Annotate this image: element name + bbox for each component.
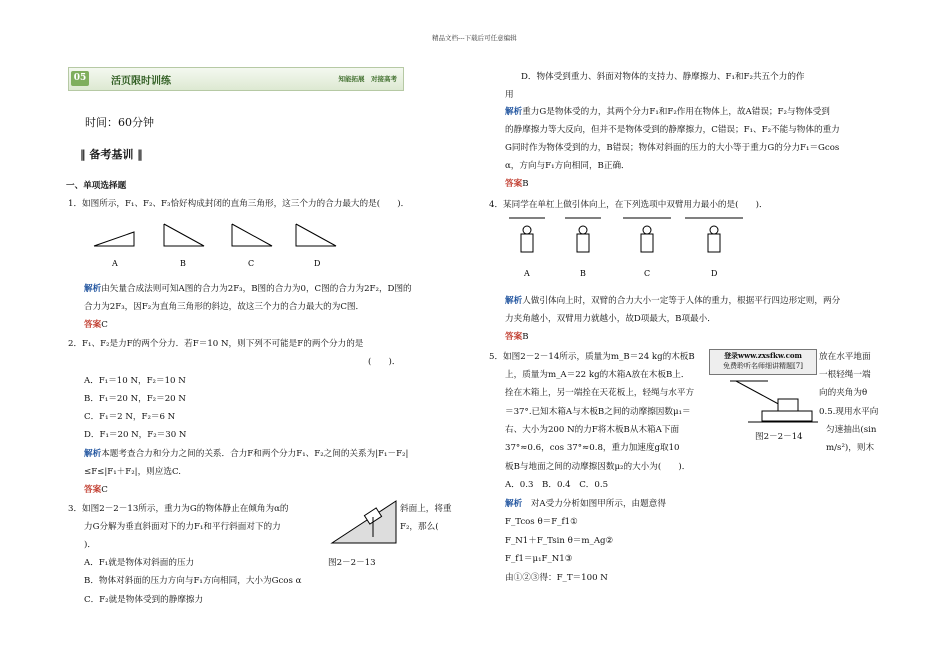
q5-line-4: ＝37°.已知木箱A与木板B之间的动摩擦因数μ₁＝	[505, 407, 691, 417]
q3-answer: 答案B	[505, 179, 529, 189]
q2-opt-c: C．F₁＝2 N，F₂＝6 N	[84, 412, 176, 422]
q2-opt-a: A．F₁＝10 N，F₂＝10 N	[84, 376, 186, 386]
q3-opt-b: B．物体对斜面的压力方向与F₁方向相同，大小为Gcos α	[84, 576, 302, 586]
fig4-label-c: C	[644, 269, 651, 278]
q5-line-2: 上，质量为m_A＝22 kg的木箱A放在木板B上．	[505, 370, 690, 380]
q4-stem: 4．某同学在单杠上做引体向上，在下列选项中双臂用力最小的是( )．	[489, 200, 768, 210]
q5-line-3b: 向的夹角为θ	[819, 388, 868, 398]
fig4-label-b: B	[580, 269, 586, 278]
part-heading: 一、单项选择题	[66, 181, 127, 191]
q2-stem: 2．F₁、F₂是力F的两个分力．若F＝10 N，则下列不可能是F的两个分力的是	[68, 339, 364, 349]
q2-analysis-1: 解析本题考查合力和分力之间的关系．合力F和两个分力F₁、F₂之间的关系为|F₁－F₂|	[84, 449, 409, 459]
q1-figure	[84, 214, 344, 272]
q3-stem-2: 力G分解为垂直斜面对下的力F₁和平行斜面对下的力	[84, 522, 281, 532]
q5-line-1b: 放在水平地面	[819, 352, 871, 362]
watermark-line-1: 登录www.zxsfkw.com	[724, 351, 802, 360]
q5-fig-caption: 图2－2－14	[755, 432, 803, 442]
q5-line-1: 5．如图2－2－14所示，质量为m_B＝24 kg的木板B	[489, 352, 695, 362]
q5-eq-4: 由①②③得：F_T＝100 N	[505, 573, 608, 583]
q3-stem-1b: 斜面上，将重	[400, 504, 452, 514]
q3-opt-a: A．F₁就是物体对斜面的压力	[84, 558, 195, 568]
q5-line-7: 板B与地面之间的动摩擦因数μ₂的大小为( )．	[505, 462, 691, 472]
q3-analysis-1: 解析重力G是物体受的力，其两个分力F₁和F₂作用在物体上，故A错误；F₂与物体受到	[505, 107, 830, 117]
q5-options: A．0.3 B．0.4 C．0.5	[505, 480, 609, 490]
q5-eq-2: F_N1＋F_Tsin θ＝m_Ag②	[505, 536, 614, 546]
q4-figure	[505, 214, 745, 280]
q4-analysis-2: 力夹角越小，双臂用力就越小，故D项最大，B项最小．	[505, 314, 716, 324]
banner-number: 05	[71, 71, 89, 86]
q3-stem-1: 3．如图2－2－13所示，重力为G的物体静止在倾角为α的	[68, 504, 289, 514]
section-title: ‖ 备考基训 ‖	[80, 148, 143, 161]
q2-answer: 答案C	[84, 485, 108, 495]
q3-stem-2b: F₂，那么(	[400, 522, 439, 532]
q3-analysis-3: G同时作为物体受到的力，B错误；物体对斜面的压力的大小等于重力G的分力F₁＝Gcos	[505, 143, 840, 153]
q3-opt-d-cont: 用	[505, 90, 514, 100]
fig-label-a: A	[112, 259, 118, 268]
watermark-ad	[709, 349, 817, 375]
section-banner	[68, 67, 404, 91]
fig4-label-d: D	[711, 269, 718, 278]
q3-analysis-2: 的静摩擦力等大反向，但并不是物体受到的静摩擦力，C错误；F₁、F₂不能与物体的重力	[505, 125, 840, 135]
watermark-line-2: 免费聆听名师细讲精题[7]	[723, 362, 803, 370]
q5-eq-3: F_f1＝μ₁F_N1③	[505, 554, 573, 564]
q1-stem: 1．如图所示，F₁、F₂、F₃恰好构成封闭的直角三角形，这三个力的合力最大的是( )．	[68, 199, 410, 209]
banner-subtitle: 知能拓展 对接高考	[338, 75, 397, 83]
time-label: 时间：60分钟	[85, 116, 154, 129]
q5-figure	[728, 375, 820, 427]
q5-line-5b: 匀速抽出(sin	[826, 425, 877, 435]
q5-analysis-1: 解析 对A受力分析如图甲所示，由题意得	[505, 499, 666, 509]
q1-analysis-1: 解析由矢量合成法则可知A图的合力为2F₃，B图的合力为0，C图的合力为2F₂，D图的	[84, 284, 412, 294]
q2-paren: ( )．	[368, 357, 401, 367]
page-header-note: 精品文档---下载后可任意编辑	[432, 34, 517, 42]
q3-incline-figure	[330, 495, 400, 547]
q4-answer: 答案B	[505, 332, 529, 342]
q5-eq-1: F_Tcos θ＝F_f1①	[505, 517, 578, 527]
q4-analysis-1: 解析人做引体向上时，双臂的合力大小一定等于人体的重力，根据平行四边形定则，两分	[505, 296, 841, 306]
q5-line-4b: 0.5.现用水平向	[819, 407, 879, 417]
q2-opt-b: B．F₁＝20 N，F₂＝20 N	[84, 394, 186, 404]
fig-label-b: B	[180, 259, 186, 268]
fig-label-c: C	[248, 259, 255, 268]
q1-analysis-2: 合力为2F₃，因F₂为直角三角形的斜边，故这三个力的合力最大的为C图．	[84, 302, 365, 312]
q3-stem-3: )．	[84, 540, 96, 550]
q3-fig-caption: 图2－2－13	[328, 558, 376, 568]
q3-analysis-4: α，方向与F₁方向相同，B正确．	[505, 161, 630, 171]
q2-analysis-2: ≤F≤|F₁＋F₂|，则应选C.	[84, 467, 181, 477]
fig-label-d: D	[314, 259, 321, 268]
q5-line-2b: 一根轻绳一端	[819, 370, 871, 380]
q5-line-3: 拴在木箱上，另一端拴在天花板上，轻绳与水平方	[505, 388, 695, 398]
fig4-label-a: A	[524, 269, 530, 278]
q1-answer: 答案C	[84, 320, 108, 330]
q5-line-6b: m/s²)，则木	[826, 443, 875, 453]
banner-title: 活页限时训练	[111, 76, 171, 87]
q5-line-6: 37°≈0.6，cos 37°≈0.8，重力加速度g取10	[505, 443, 680, 453]
q2-opt-d: D．F₁＝20 N，F₂＝30 N	[84, 430, 187, 440]
q5-line-5: 右、大小为200 N的力F将木板B从木箱A下面	[505, 425, 680, 435]
q3-opt-d: D．物体受到重力、斜面对物体的支持力、静摩擦力、F₁和F₂共五个力的作	[521, 72, 805, 82]
q3-opt-c: C．F₂就是物体受到的静摩擦力	[84, 595, 204, 605]
